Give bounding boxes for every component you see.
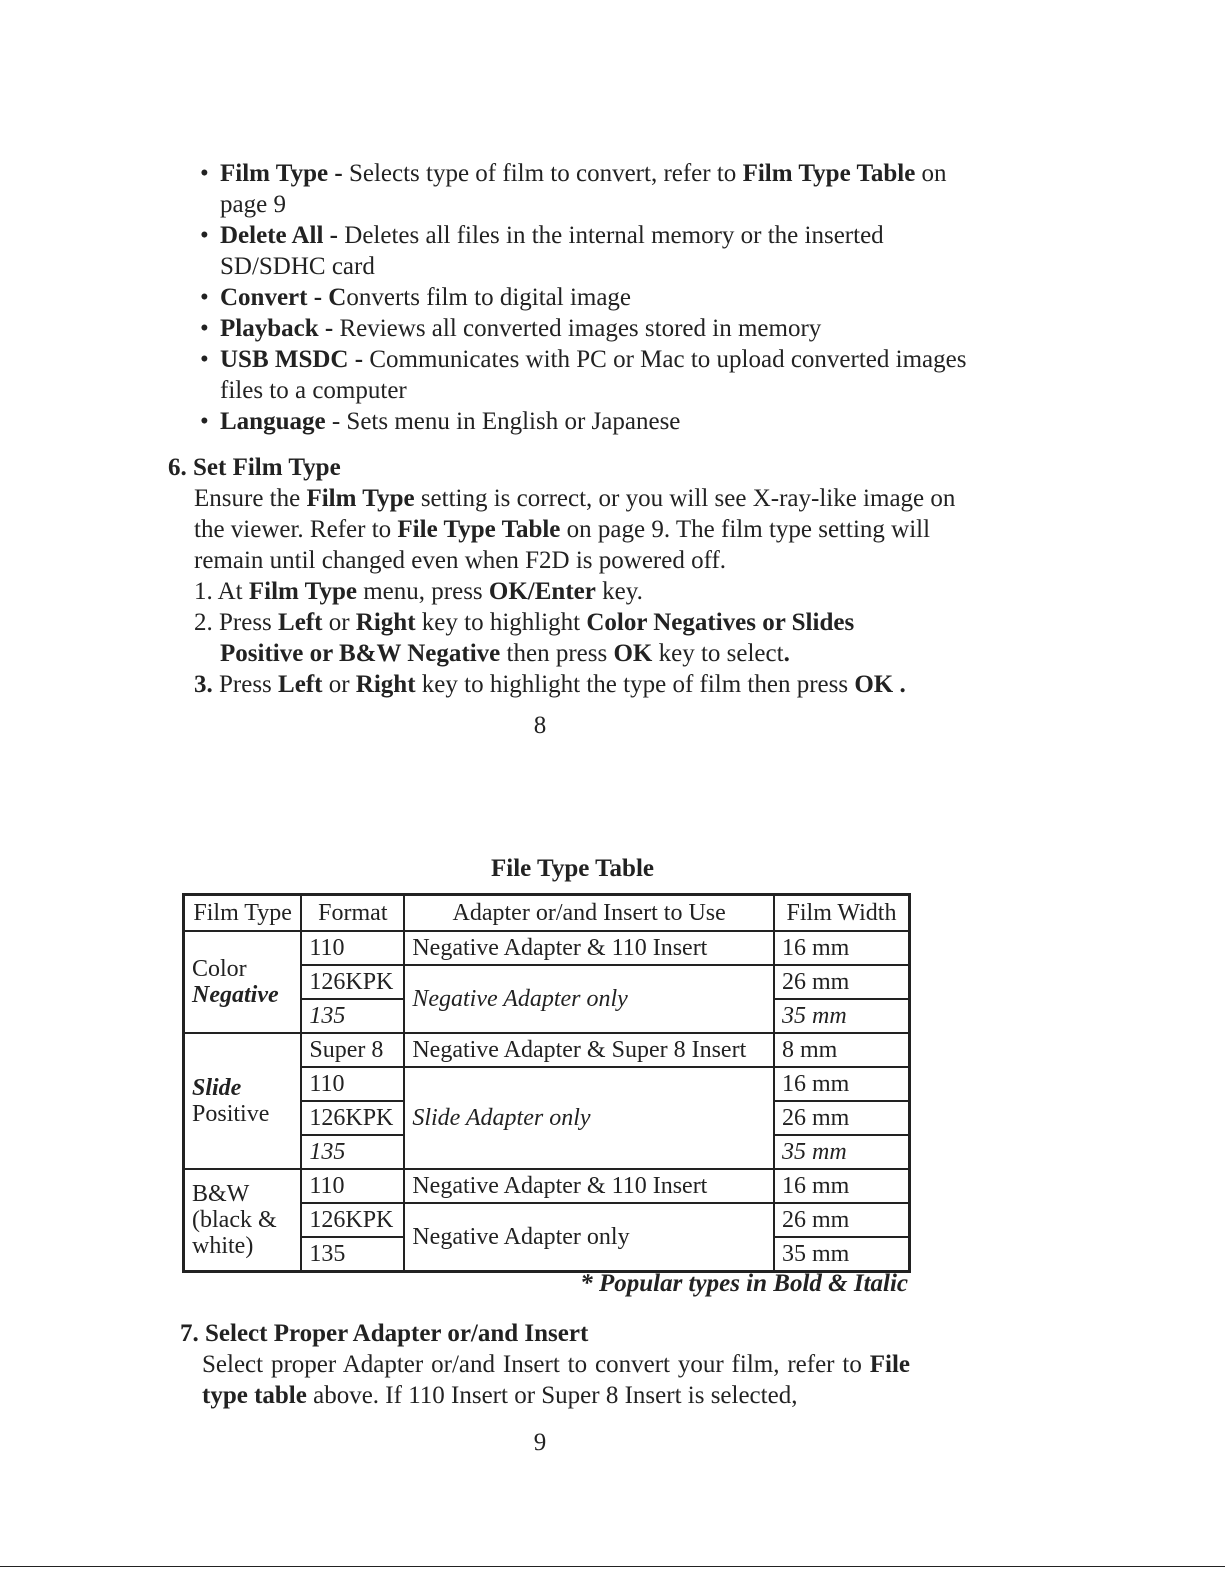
column-header: Adapter or/and Insert to Use (404, 895, 774, 932)
format-cell: 110 (301, 1067, 404, 1101)
format-cell: 135 (301, 1237, 404, 1272)
bullet-icon: • (200, 315, 209, 342)
table-row (184, 1169, 910, 1203)
column-header: Film Width (774, 895, 910, 932)
section-set-film-type (168, 452, 968, 700)
step-1: 1. At Film Type menu, press OK/Enter key. (194, 578, 643, 605)
width-cell: 35 mm (774, 1237, 910, 1272)
section-paragraph: Ensure the Film Type setting is correct, or you will see X-ray-like image on the viewer. Refer to File Type Table on page 9. The film type setting will remain until changed even when F2D is powered off. (194, 485, 956, 574)
table-footnote: * Popular types in Bold & Italic (580, 1270, 908, 1297)
table-title: File Type Table (490, 855, 654, 882)
film-type-cell: Slide Positive (184, 1033, 302, 1169)
adapter-cell: Negative Adapter & Super 8 Insert (404, 1033, 774, 1067)
width-cell: 35 mm (774, 1135, 910, 1169)
adapter-cell: Negative Adapter & 110 Insert (404, 931, 774, 965)
width-cell: 16 mm (774, 1067, 910, 1101)
adapter-cell: Negative Adapter & 110 Insert (404, 1169, 774, 1203)
film-type-cell: Color Negative (184, 931, 302, 1033)
step-2: 2. Press Left or Right key to highlight Color Negatives or Slides (194, 609, 855, 636)
table-header-row (184, 895, 910, 932)
format-cell: 135 (301, 1135, 404, 1169)
width-cell: 16 mm (774, 1169, 910, 1203)
width-cell: 26 mm (774, 965, 910, 999)
divider (0, 1566, 1225, 1567)
page-number: 9 (533, 1429, 547, 1456)
bullet-icon: • (200, 284, 209, 311)
list-item: • Delete All - Deletes all files in the internal memory or the inserted SD/SDHC card (200, 222, 884, 280)
list-item: • USB MSDC - Communicates with PC or Mac to upload converted images files to a computer (200, 346, 967, 404)
list-item: • Convert - Converts film to digital image (200, 284, 632, 311)
bullet-icon: • (200, 346, 209, 373)
film-type-cell: B&W (black & white) (184, 1169, 302, 1272)
width-cell: 35 mm (774, 999, 910, 1033)
step-2-continued: Positive or B&W Negative then press OK key to select. (220, 640, 790, 667)
width-cell: 26 mm (774, 1101, 910, 1135)
column-header: Film Type (184, 895, 302, 932)
format-cell: 135 (301, 999, 404, 1033)
menu-options-list (200, 158, 980, 437)
format-cell: 110 (301, 931, 404, 965)
table-row (184, 1033, 910, 1067)
width-cell: 26 mm (774, 1203, 910, 1237)
section-paragraph: Select proper Adapter or/and Insert to convert your film, refer to File type table above. If 110 Insert or Super 8 Insert is selected, (202, 1351, 910, 1409)
adapter-cell: Negative Adapter only (404, 1203, 774, 1272)
list-item: • Playback - Reviews all converted images stored in memory (200, 315, 822, 342)
step-3: 3. Press Left or Right key to highlight the type of film then press OK . (194, 671, 906, 698)
width-cell: 16 mm (774, 931, 910, 965)
format-cell: Super 8 (301, 1033, 404, 1067)
adapter-cell: Negative Adapter only (404, 965, 774, 1033)
column-header: Format (301, 895, 404, 932)
table-row (184, 931, 910, 965)
list-item: • Language - Sets menu in English or Japanese (200, 408, 681, 435)
file-type-table (182, 893, 911, 1273)
section-heading: 6. Set Film Type (168, 454, 341, 481)
format-cell: 126KPK (301, 965, 404, 999)
adapter-cell: Slide Adapter only (404, 1067, 774, 1169)
bullet-icon: • (200, 408, 209, 435)
page-number: 8 (533, 712, 547, 739)
section-heading: 7. Select Proper Adapter or/and Insert (180, 1320, 589, 1347)
section-select-adapter (180, 1318, 910, 1411)
bullet-icon: • (200, 160, 209, 187)
width-cell: 8 mm (774, 1033, 910, 1067)
list-item: • Film Type - Selects type of film to convert, refer to Film Type Table on page 9 (200, 160, 947, 218)
format-cell: 110 (301, 1169, 404, 1203)
format-cell: 126KPK (301, 1203, 404, 1237)
format-cell: 126KPK (301, 1101, 404, 1135)
bullet-icon: • (200, 222, 209, 249)
